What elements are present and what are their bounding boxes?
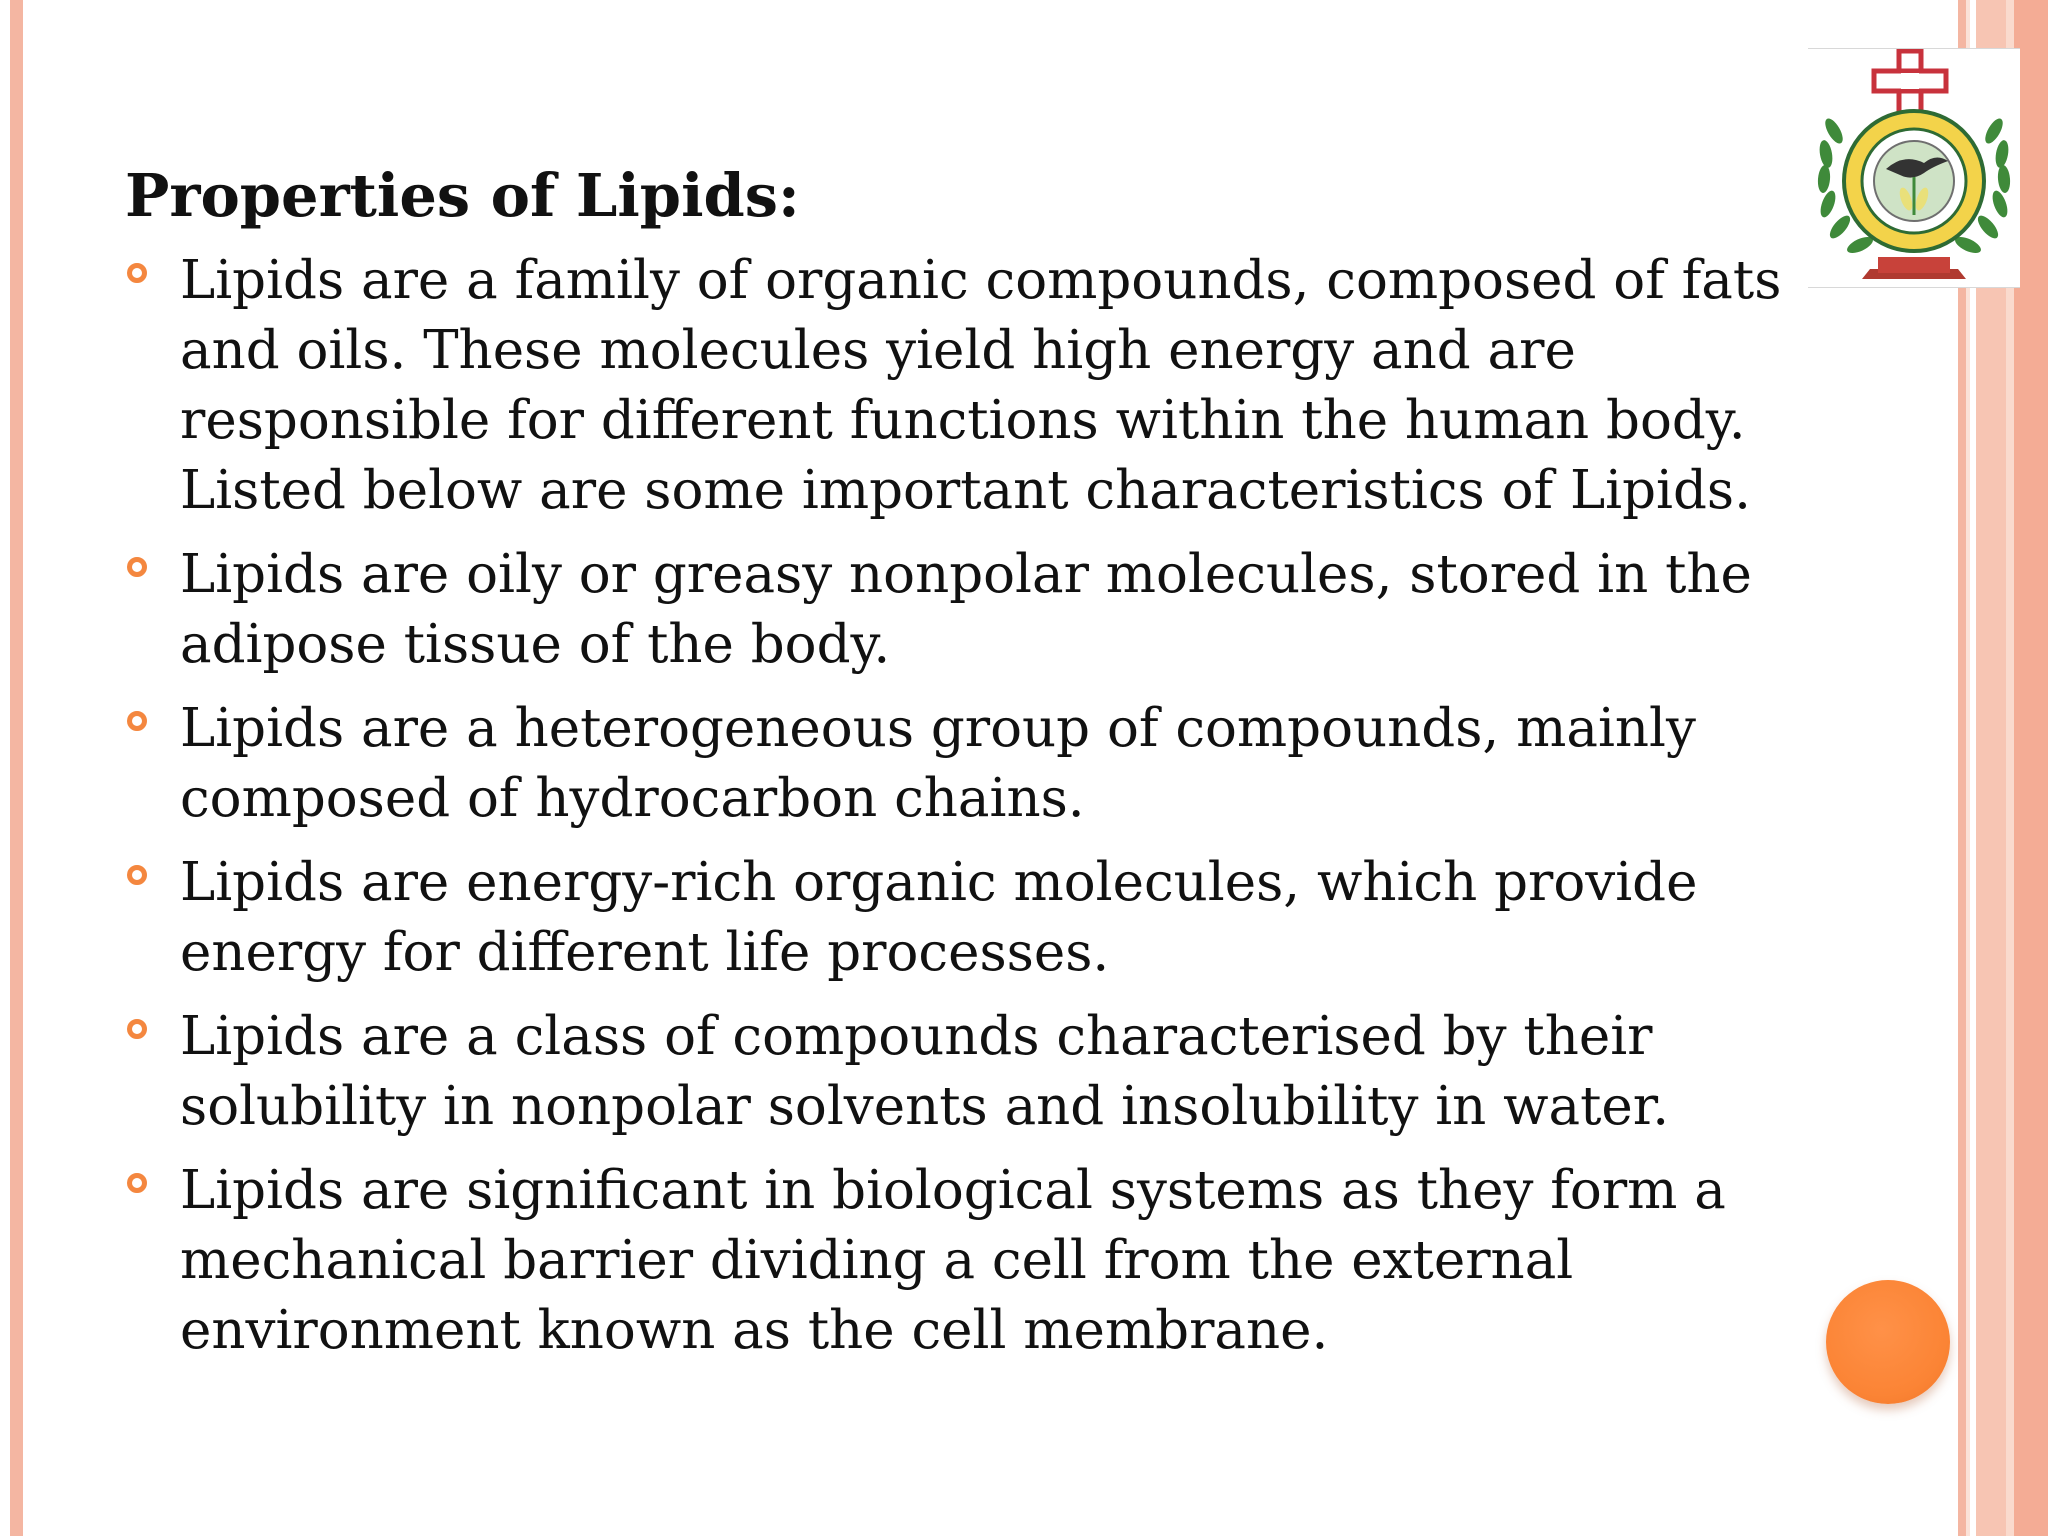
bullet-list (125, 246, 1815, 1380)
bullet-text: Lipids are a family of organic compounds, composed of fats and oils. These molecules yield high energy and are responsible for different functions within the human body. Listed below are some important characteristics of Lipids. (180, 250, 1782, 521)
hollow-circle-icon (127, 711, 147, 731)
hollow-circle-icon (127, 865, 147, 885)
slide-title: Properties of Lipids: (125, 161, 800, 230)
list-item (125, 694, 1815, 834)
hollow-circle-icon (127, 557, 147, 577)
hollow-circle-icon (127, 263, 147, 283)
bullet-text: Lipids are energy-rich organic molecules, which provide energy for different life processes. (180, 852, 1698, 983)
bullet-text: Lipids are significant in biological systems as they form a mechanical barrier dividing a cell from the external environment known as the cell membrane. (180, 1160, 1726, 1361)
university-seal-icon (1808, 49, 2020, 287)
list-item (125, 1002, 1815, 1142)
list-item (125, 848, 1815, 988)
university-logo (1808, 48, 2020, 288)
hollow-circle-icon (127, 1173, 147, 1193)
bullet-text: Lipids are a heterogeneous group of compounds, mainly composed of hydrocarbon chains. (180, 698, 1696, 829)
left-decorative-stripe (10, 0, 23, 1536)
list-item (125, 540, 1815, 680)
list-item (125, 1156, 1815, 1366)
bullet-text: Lipids are a class of compounds characterised by their solubility in nonpolar solvents and insolubility in water. (180, 1006, 1670, 1137)
orange-circle-decoration (1826, 1280, 1950, 1404)
bullet-text: Lipids are oily or greasy nonpolar molecules, stored in the adipose tissue of the body. (180, 544, 1752, 675)
list-item (125, 246, 1815, 526)
hollow-circle-icon (127, 1019, 147, 1039)
